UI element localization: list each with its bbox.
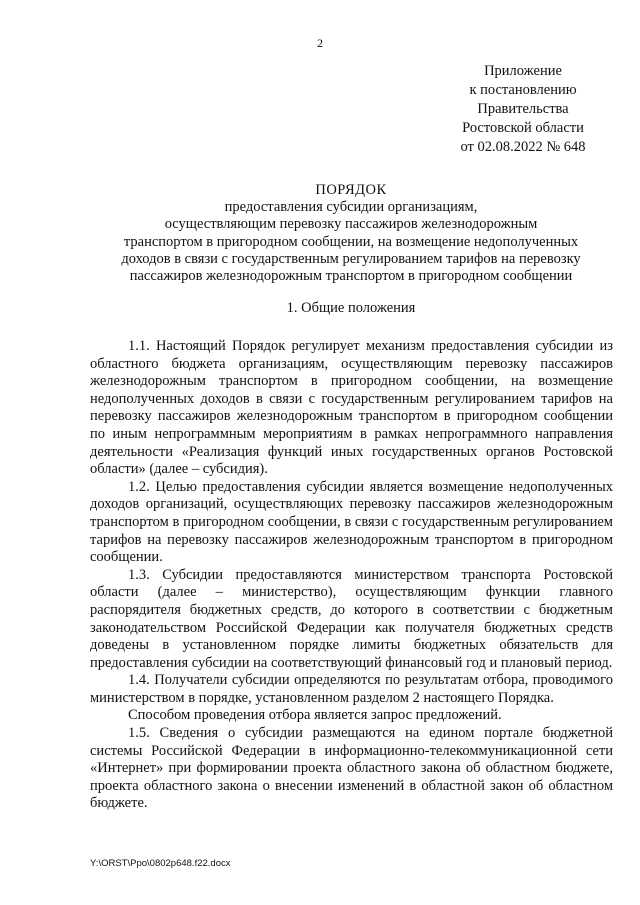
document-body xyxy=(90,338,613,813)
title-line: осуществляющим перевозку пассажиров железнодорожным xyxy=(164,216,538,233)
title-heading: ПОРЯДОК xyxy=(315,182,387,198)
appendix-line: Приложение xyxy=(484,63,562,79)
footer-file-path: Y:\ORST\Ppo\0802p648.f22.docx xyxy=(90,858,231,869)
appendix-line: к постановлению xyxy=(469,82,577,98)
appendix-line: от 02.08.2022 № 648 xyxy=(460,139,586,155)
appendix-block xyxy=(448,62,598,157)
appendix-line: Правительства xyxy=(477,101,569,117)
page-number: 2 xyxy=(317,36,323,50)
paragraph-1-4: 1.4. Получатели субсидии определяются по результатам отбора, проводимого министерством в порядке, установленном разделом 2 настоящего Порядка. xyxy=(90,672,613,706)
title-line: предоставления субсидии организациям, xyxy=(224,199,478,216)
paragraph-1-2: 1.2. Целью предоставления субсидии является возмещение недополученных доходов организаций, осуществляющих перевозку пассажиров железнодорожным транспортом в пригородном сообщении, в связи с государственным регулированием тарифов на перевозку пассажиров железнодорожным транспортом в пригородном сообщении. xyxy=(90,478,613,566)
document-title xyxy=(96,182,606,285)
title-line: доходов в связи с государственным регулированием тарифов на перевозку xyxy=(121,250,581,267)
paragraph-1-1: 1.1. Настоящий Порядок регулирует механизм предоставления субсидии из областного бюджета организациям, осуществляющим перевозку пассажиров железнодорожным транспортом в пригородном сообщении, на возмещение недополученных доходов в связи с государственным регулированием тарифов на перевозку пассажиров железнодорожным транспортом в пригородном сообщении по иным непрограммным мероприятиям в рамках непрограммного направления деятельности «Реализация функций иных государственных органов Ростовской области» (далее – субсидия). xyxy=(90,338,613,478)
title-line: пассажиров железнодорожным транспортом в пригородном сообщении xyxy=(129,268,573,285)
paragraph-1-5: 1.5. Сведения о субсидии размещаются на едином портале бюджетной системы Российской Федерации в информационно-телекоммуникационной сети «Интернет» при формировании проекта областного закона об областном бюджете, проекта областного закона о внесении изменений в областной закон об областном бюджете. xyxy=(90,725,613,812)
section-heading: 1. Общие положения xyxy=(286,300,416,316)
paragraph-selection-method: Способом проведения отбора является запрос предложений. xyxy=(128,707,502,724)
paragraph-1-3: 1.3. Субсидии предоставляются министерством транспорта Ростовской области (далее – министерство), осуществляющим функции главного распорядителя бюджетных средств, до которого в соответствии с бюджетным законодательством Российской Федерации как получателя бюджетных средств доведены в установленном порядке лимиты бюджетных обязательств для предоставления субсидии на соответствующий финансовый год и плановый период. xyxy=(90,566,613,671)
title-line: транспортом в пригородном сообщении, на возмещение недополученных xyxy=(123,233,579,250)
appendix-line: Ростовской области xyxy=(462,120,584,136)
